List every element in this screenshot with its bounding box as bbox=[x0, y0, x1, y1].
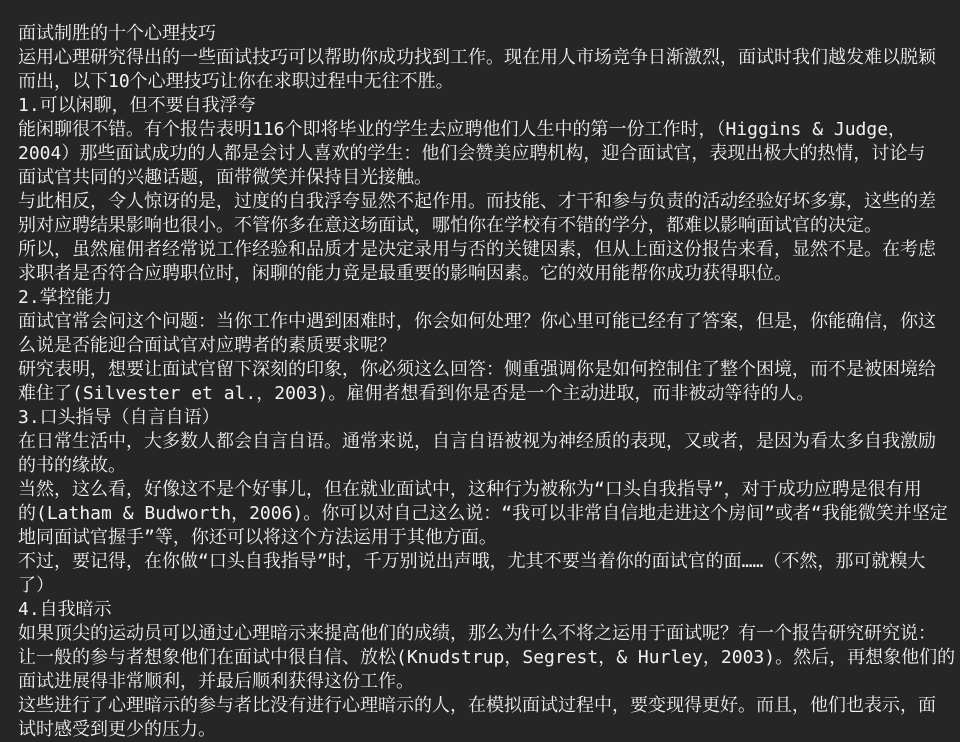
text-line: 面试进展得非常顺利，并最后顺利获得这份工作。 bbox=[18, 671, 414, 692]
text-line: 如果顶尖的运动员可以通过心理暗示来提高他们的成绩，那么为什么不将之运用于面试呢？有一个报告研究研究说： bbox=[18, 623, 936, 644]
text-line: 求职者是否符合应聘职位时，闲聊的能力竟是最重要的影响因素。它的效用能帮你成功获得职位。 bbox=[18, 263, 792, 284]
text-line: 2004）那些面试成功的人都是会讨人喜欢的学生：他们会赞美应聘机构，迎合面试官，表现出极大的热情，讨论与 bbox=[18, 143, 926, 164]
section-heading-line: 2.掌控能力 bbox=[18, 287, 112, 308]
text-line-clipped: 试时感受到更少的压力。 bbox=[18, 719, 216, 740]
text-line: 运用心理研究得出的一些面试技巧可以帮助你成功找到工作。现在用人市场竞争日渐激烈，面试时我们越发难以脱颖 bbox=[18, 47, 936, 68]
text-line: 当然，这么看，好像这不是个好事儿，但在就业面试中，这种行为被称为“口头自我指导”，对于成功应聘是很有用 bbox=[18, 479, 922, 500]
section-heading-line: 1.可以闲聊，但不要自我浮夸 bbox=[18, 95, 256, 116]
text-line: 与此相反，令人惊讶的是，过度的自我浮夸显然不起作用。而技能、才干和参与负责的活动经验好坏多寡，这些的差 bbox=[18, 191, 936, 212]
text-line: 别对应聘结果影响也很小。不管你多在意这场面试，哪怕你在学校有不错的学分，都难以影响面试官的决定。 bbox=[18, 215, 882, 236]
text-line: 研究表明，想要让面试官留下深刻的印象，你必须这么回答：侧重强调你是如何控制住了整个困境，而不是被困境给 bbox=[18, 359, 936, 380]
section-heading-line: 4.自我暗示 bbox=[18, 599, 112, 620]
text-line: 么说是否能迎合面试官对应聘者的素质要求呢？ bbox=[18, 335, 396, 356]
section-heading-line: 3.口头指导（自言自语） bbox=[18, 407, 220, 428]
text-line: 所以，虽然雇佣者经常说工作经验和品质才是决定录用与否的关键因素，但从上面这份报告来看，显然不是。在考虑 bbox=[18, 239, 936, 260]
text-line: 不过，要记得，在你做“口头自我指导”时，千万别说出声哦，尤其不要当着你的面试官的面……（不然，那可就糗大 bbox=[18, 551, 926, 572]
text-line: 地同面试官握手”等，你还可以将这个方法运用于其他方面。 bbox=[18, 527, 497, 548]
text-line: 让一般的参与者想象他们在面试中很自信、放松(Knudstrup，Segrest，& Hurley，2003)。然后，再想象他们的 bbox=[18, 647, 956, 668]
text-line: 能闲聊很不错。有个报告表明116个即将毕业的学生去应聘他们人生中的第一份工作时，（Higgins & Judge， bbox=[18, 119, 907, 140]
text-line: 了） bbox=[18, 575, 54, 596]
text-line: 的(Latham & Budworth，2006)。你可以对自己这么说：“我可以非常自信地走进这个房间”或者“我能微笑并坚定 bbox=[18, 503, 948, 524]
text-line: 的书的缘故。 bbox=[18, 455, 126, 476]
text-line: 而出，以下10个心理技巧让你在求职过程中无往不胜。 bbox=[18, 71, 454, 92]
text-line: 这些进行了心理暗示的参与者比没有进行心理暗示的人，在模拟面试过程中，要变现得更好。而且，他们也表示，面 bbox=[18, 695, 936, 716]
text-line: 面试官共同的兴趣话题，面带微笑并保持目光接触。 bbox=[18, 167, 432, 188]
text-line: 面试官常会问这个问题：当你工作中遇到困难时，你会如何处理？你心里可能已经有了答案，但是，你能确信，你这 bbox=[18, 311, 936, 332]
text-line: 难住了(Silvester et al.，2003)。雇佣者想看到你是否是一个主动进取，而非被动等待的人。 bbox=[18, 383, 815, 404]
document-title-line: 面试制胜的十个心理技巧 bbox=[18, 23, 216, 44]
text-line: 在日常生活中，大多数人都会自言自语。通常来说，自言自语被视为神经质的表现，又或者，是因为看太多自我激励 bbox=[18, 431, 936, 452]
